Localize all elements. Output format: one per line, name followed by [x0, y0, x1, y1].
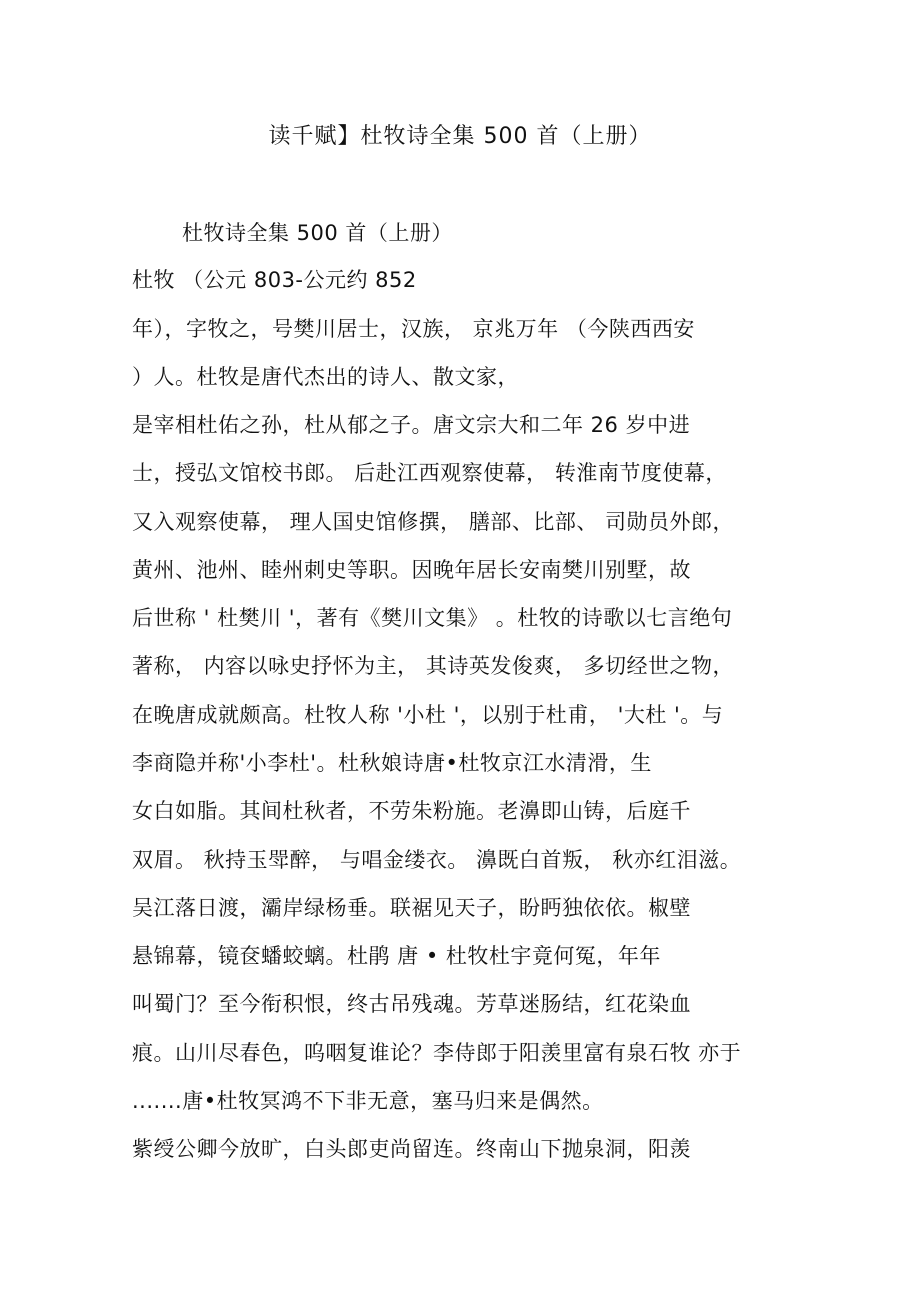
- body-line: 李商隐并称'小李杜'。杜秋娘诗唐•杜牧京江水清滑，生: [132, 751, 652, 775]
- body-line: ）人。杜牧是唐代杰出的诗人、散文家，: [132, 365, 519, 389]
- body-line: 双眉。 秋持玉斝醉， 与唱金缕衣。 濞既白首叛， 秋亦红泪滋。: [132, 848, 742, 872]
- body-line: 又入观察使幕， 理人国史馆修撰， 膳部、比部、 司勋员外郎，: [132, 510, 735, 534]
- body-line: 年），字牧之，号樊川居士，汉族， 京兆万年 （今陕西西安: [132, 317, 695, 341]
- body-line: 杜牧 （公元 803-公元约 852: [132, 268, 417, 292]
- body-line: 在晚唐成就颇高。杜牧人称 '小杜 '，以别于杜甫， '大杜 '。与: [132, 703, 724, 727]
- body-line: 女白如脂。其间杜秋者，不劳朱粉施。老濞即山铸，后庭千: [132, 799, 691, 823]
- body-line: 紫绶公卿今放旷，白头郎吏尚留连。终南山下抛泉洞，阳羡: [132, 1137, 691, 1161]
- body-line: 士，授弘文馆校书郎。 后赴江西观察使幕， 转淮南节度使幕，: [132, 461, 727, 485]
- body-line: .......唐•杜牧冥鸿不下非无意，塞马归来是偶然。: [132, 1089, 604, 1113]
- document-title: 读千赋】杜牧诗全集 500 首（上册）: [268, 124, 652, 149]
- body-line: 是宰相杜佑之孙，杜从郁之子。唐文宗大和二年 26 岁中进: [132, 413, 691, 437]
- body-line: 叫蜀门？至今衔积恨，终古吊残魂。芳草迷肠结，红花染血: [132, 992, 691, 1016]
- body-line: 著称， 内容以咏史抒怀为主， 其诗英发俊爽， 多切经世之物，: [132, 654, 735, 678]
- body-line: 悬锦幕，镜奁蟠蛟螭。杜鹃 唐 • 杜牧杜宇竟何冤，年年: [132, 944, 661, 968]
- body-line: 痕。山川尽春色，呜咽复谁论？李侍郎于阳羡里富有泉石牧 亦于: [132, 1041, 742, 1065]
- body-line: 后世称 ' 杜樊川 '，著有《樊川文集》 。杜牧的诗歌以七言绝句: [132, 606, 733, 630]
- body-line: 吴江落日渡，灞岸绿杨垂。联裾见天子，盼眄独依依。椒壁: [132, 896, 691, 920]
- document-subtitle: 杜牧诗全集 500 首（上册）: [182, 221, 453, 245]
- body-line: 黄州、池州、睦州刺史等职。因晚年居长安南樊川别墅，故: [132, 558, 691, 582]
